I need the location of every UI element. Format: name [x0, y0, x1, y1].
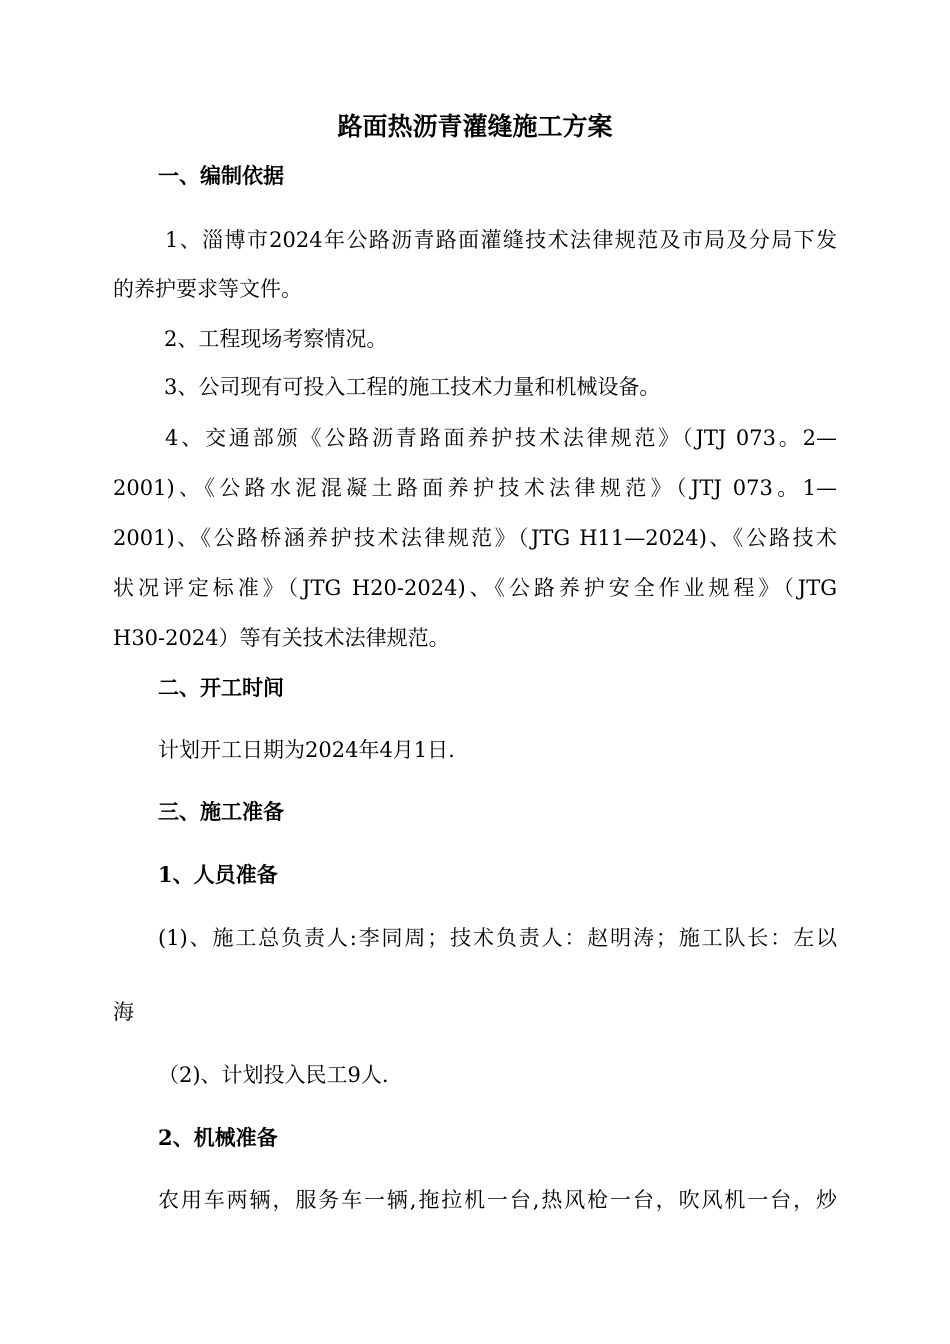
section-heading-preparation: 三、施工准备: [158, 799, 284, 824]
basis-item-1-line-1: 1、淄博市2024年公路沥青路面灌缝技术法律规范及市局及分局下发: [165, 228, 837, 252]
basis-item-3: 3、公司现有可投入工程的施工技术力量和机械设备。: [164, 375, 661, 399]
document-title: 路面热沥青灌缝施工方案: [337, 112, 613, 141]
personnel-item-1-line-2: 海: [113, 1000, 134, 1024]
subsection-heading-machinery: 2、机械准备: [158, 1125, 278, 1150]
basis-item-2: 2、工程现场考察情况。: [164, 327, 388, 351]
basis-item-4-line-4: 状况评定标准》（JTG H20-2024)、《公路养护安全作业规程》（JTG: [113, 576, 837, 600]
basis-item-4-line-2: 2001)、《公路水泥混凝土路面养护技术法律规范》（JTJ 073。1—: [113, 476, 837, 500]
machinery-text: 农用车两辆，服务车一辆,拖拉机一台,热风枪一台，吹风机一台，炒: [158, 1188, 837, 1212]
basis-item-4-line-3: 2001)、《公路桥涵养护技术法律规范》（JTG H11—2024)、《公路技术: [113, 526, 837, 550]
basis-item-4-line-1: 4、交通部颁《公路沥青路面养护技术法律规范》（JTJ 073。2—: [165, 426, 837, 450]
basis-item-4-line-5: H30-2024）等有关技术法律规范。: [113, 626, 450, 650]
basis-item-1-line-2: 的养护要求等文件。: [113, 277, 302, 301]
section-heading-basis: 一、编制依据: [158, 163, 284, 188]
start-time-text: 计划开工日期为2024年4月1日.: [158, 738, 455, 762]
personnel-item-2: （2)、计划投入民工9人.: [158, 1063, 389, 1087]
personnel-item-1-line-1: (1)、施工总负责人:李同周；技术负责人：赵明涛；施工队长：左以: [158, 926, 837, 950]
subsection-heading-personnel: 1、人员准备: [158, 862, 278, 887]
section-heading-start-time: 二、开工时间: [158, 675, 284, 700]
